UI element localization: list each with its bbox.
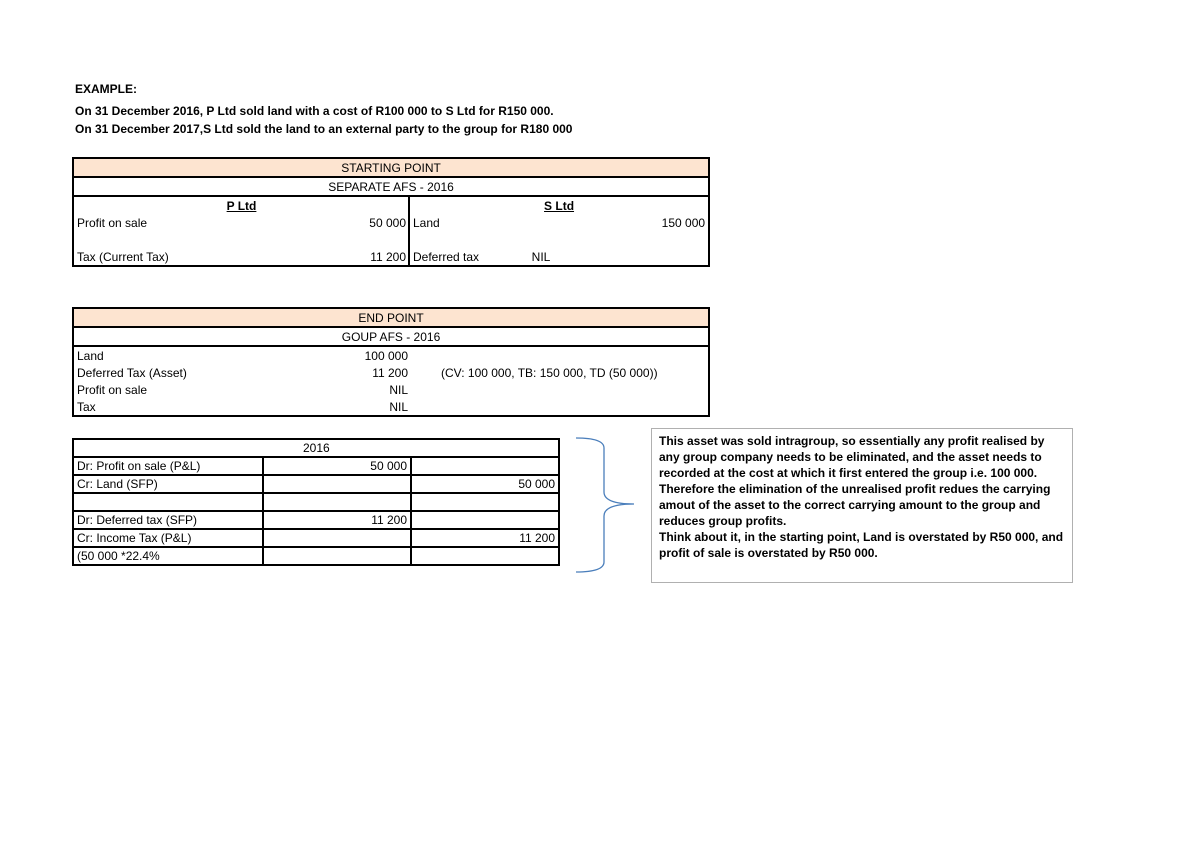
note-paragraph-1: This asset was sold intragroup, so essentially any profit realised by any group company needs to be eliminated, and the asset needs to recorded at the cost at which it first entered the group i.e. 100 000. Therefore the elimination of the unrealised profit redues the carrying amout of the asset to the correct carrying amount to the group and reduces group profits.	[659, 434, 1051, 528]
starting-point-table	[72, 157, 710, 267]
table-row: Cr: Income Tax (P&L) 11 200	[73, 529, 559, 547]
s-ltd-land-label: Land	[409, 214, 511, 231]
journal-year: 2016	[263, 439, 559, 457]
table-row: Dr: Profit on sale (P&L) 50 000	[73, 457, 559, 475]
s-ltd-deferred-tax-label: Deferred tax	[409, 248, 511, 266]
intro-line-2: On 31 December 2017,S Ltd sold the land to an external party to the group for R180 000	[75, 122, 573, 136]
s-ltd-blank	[571, 248, 709, 266]
table-row: Profit on sale 50 000	[77, 216, 406, 230]
table-row: Tax (Current Tax) 11 200	[77, 250, 406, 264]
table-row: Tax NIL	[77, 400, 408, 414]
table-row: Land 100 000	[77, 349, 408, 363]
s-ltd-mid	[511, 214, 571, 231]
s-ltd-heading: S Ltd	[409, 196, 709, 214]
explanation-note	[651, 428, 1073, 583]
starting-point-title: STARTING POINT	[73, 158, 709, 177]
curly-brace-icon	[570, 434, 642, 576]
table-row: Profit on sale NIL	[77, 383, 408, 397]
intro-line-1: On 31 December 2016, P Ltd sold land with a cost of R100 000 to S Ltd for R150 000.	[75, 104, 554, 118]
end-point-title: END POINT	[73, 308, 709, 327]
note-paragraph-2: Think about it, in the starting point, Land is overstated by R50 000, and profit of sale is overstated by R50 000.	[659, 530, 1064, 560]
starting-point-subtitle: SEPARATE AFS - 2016	[73, 177, 709, 196]
table-row: Cr: Land (SFP) 50 000	[73, 475, 559, 493]
s-ltd-deferred-tax-value: NIL	[531, 250, 551, 264]
end-point-table	[72, 307, 710, 417]
s-ltd-land-value: 150 000	[661, 216, 706, 230]
table-row: Dr: Deferred tax (SFP) 11 200	[73, 511, 559, 529]
table-row: (50 000 *22.4%	[73, 547, 559, 565]
p-ltd-heading: P Ltd	[226, 199, 257, 213]
table-row	[73, 493, 559, 511]
journal-table	[72, 438, 560, 566]
example-heading: EXAMPLE:	[75, 82, 138, 96]
table-row: Deferred Tax (Asset) 11 200 (CV: 100 000, TB: 150 000, TD (50 000))	[77, 366, 658, 380]
end-point-subtitle: GOUP AFS - 2016	[73, 327, 709, 346]
